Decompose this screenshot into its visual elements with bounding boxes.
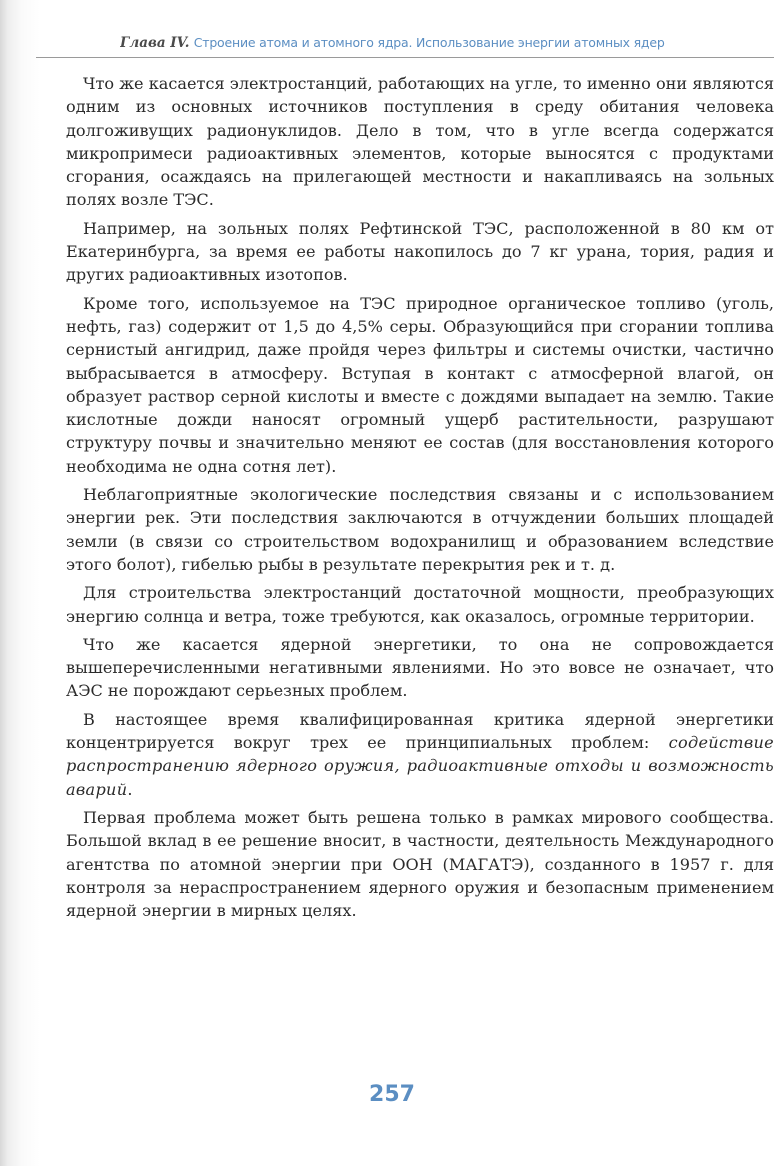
header-divider (36, 57, 774, 58)
paragraph-reftinskaya: Например, на зольных полях Рефтинской ТЭС, расположенной в 80 км от Екатеринбурга, за время ее работы накопилось до 7 кг урана, тория, радия и других радиоактивных изотопов. (66, 218, 774, 285)
running-header (120, 28, 774, 58)
paragraph-sulfur: Кроме того, используемое на ТЭС природное органическое топливо (уголь, нефть, газ) содержит от 1,5 до 4,5% серы. Образующийся при сгорании топлива сернистый ангидрид, даже пройдя через фильтры и системы очистки, частично выбрасывается в атмосферу. Вступая в контакт с атмосферной влагой, он образует раствор серной кислоты и вместе с дождями выпадает на землю. Такие кислотные дожди наносят огромный ущерб растительности, разрушают структуру почвы и значительно меняют ее состав (для восстановления которого необходима не одна сотня лет). (66, 293, 774, 476)
paragraph-iaea: Первая проблема может быть решена только в рамках мирового сообщества. Большой вклад в ее решение вносит, в частности, деятельность Международного агентства по атомной энергии при ООН (МАГАТЭ), созданного в 1957 г. для контроля за нераспространением ядерного оружия и безопасным применением ядерной энергии в мирных целях. (66, 807, 774, 921)
paragraph-solar-wind: Для строительства электростанций достаточной мощности, преобразующих энергию солнца и ветра, тоже требуются, как оказалось, огромные территории. (66, 583, 774, 626)
page-number: 257 (369, 1082, 415, 1107)
criticism-text: В настоящее время квалифицированная критика ядерной энергетики концентрируется вокруг трех ее принципиальных проблем: (66, 709, 774, 753)
chapter-label: Глава IV. (120, 35, 190, 51)
paragraph-hydro: Неблагоприятные экологические последствия связаны и с использованием энергии рек. Эти последствия заключаются в отчуждении больших площадей земли (в связи со строительством водохранилищ и образованием вследствие этого болот), гибелью рыбы в результате перекрытия рек и т. д. (66, 485, 774, 574)
body-text (66, 72, 774, 927)
paragraph-nuclear: Что же касается ядерной энергетики, то она не сопровождается вышеперечисленными негативными явлениями. Но это вовсе не означает, что АЭС не порождают серьезных проблем. (66, 634, 774, 701)
paragraph-criticism (66, 708, 774, 801)
paragraph-coal-plants: Что же касается электростанций, работающих на угле, то именно они являются одним из основных источников поступления в среду обитания человека долгоживущих радионуклидов. Дело в том, что в угле всегда содержатся микропримеси радиоактивных элементов, которые выносятся с продуктами сгорания, осаждаясь на прилегающей местности и накапливаясь на зольных полях возле ТЭС. (66, 74, 774, 210)
chapter-title: Строение атома и атомного ядра. Использование энергии атомных ядер (193, 35, 665, 50)
criticism-end: . (127, 779, 133, 799)
criticism-emphasis: содействие распространению ядерного оружия, радиоактивные отходы и возможность аварий (66, 733, 774, 799)
